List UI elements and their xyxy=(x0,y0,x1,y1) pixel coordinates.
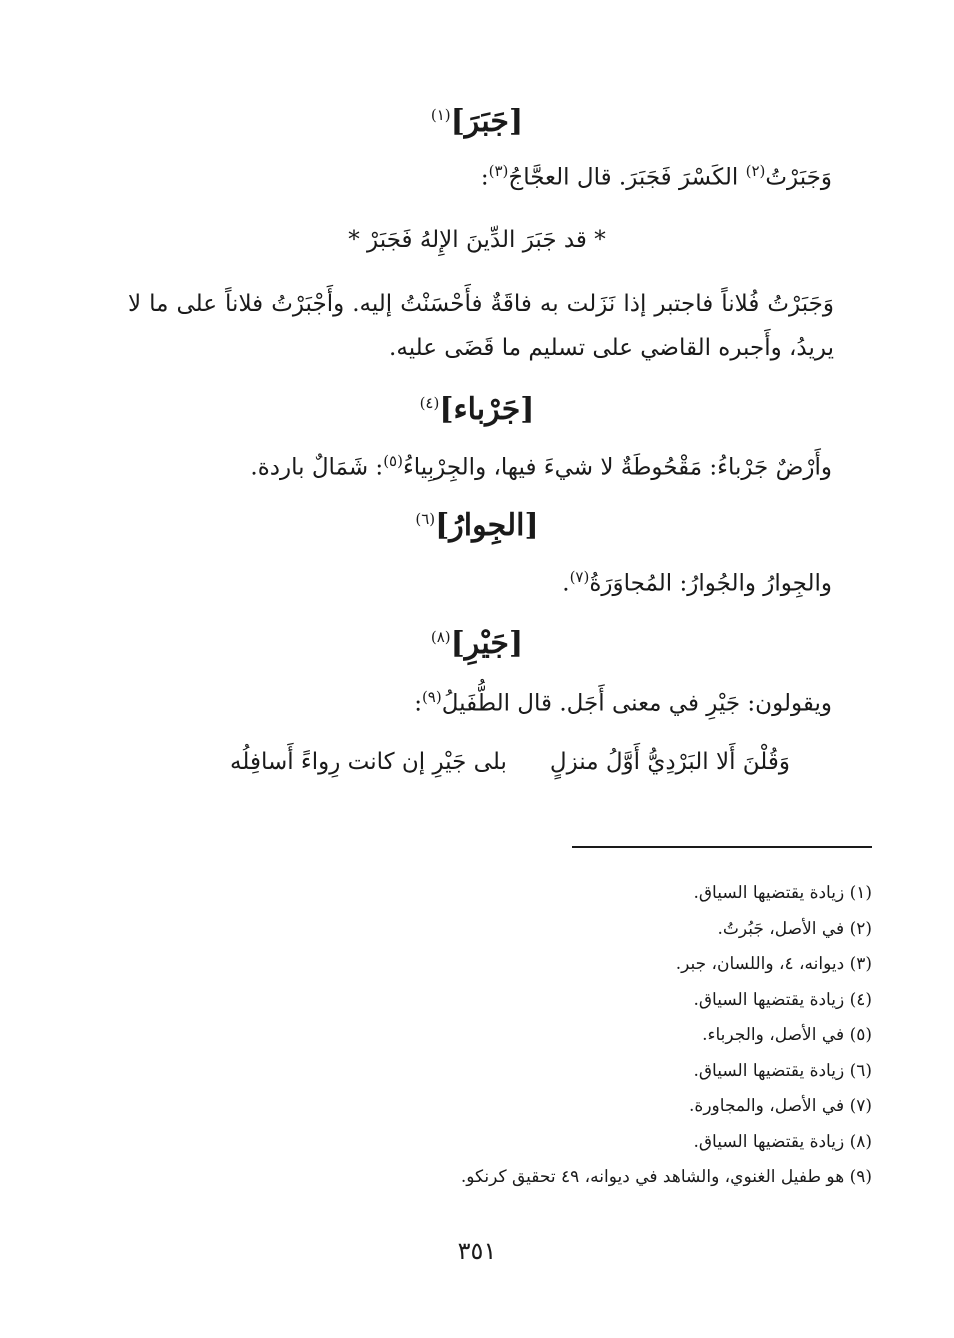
footnote-ref: (٣) xyxy=(488,162,509,180)
footnote-ref: (٨) xyxy=(430,628,451,646)
footnote-item: (٤) زيادة يقتضيها السياق. xyxy=(693,989,872,1010)
text-segment: . xyxy=(562,570,570,597)
heading-text: [جَرْباء] xyxy=(439,392,535,427)
page-number: ٣٥١ xyxy=(457,1237,497,1265)
text-segment: : xyxy=(480,164,489,191)
paragraph-text: وَجَبَرْتُ فُلاناً فاجتبر إذا نَزَلت به فاقَةٌ فأَحْسَنْتُ إليه. وأَجْبَرْتُ فلاناً على ما لا يريدُ، وأَجبره القاضي على تسليم ما قَضَى عليه. xyxy=(128,291,834,361)
footnote-ref: (٦) xyxy=(415,510,436,528)
text-segment: : xyxy=(414,690,422,717)
footnote-item: (٧) في الأصل، والمجاورة. xyxy=(689,1096,872,1116)
entry-line-jabr xyxy=(481,162,832,194)
footnote-item: (١) زيادة يقتضيها السياق. xyxy=(693,883,872,903)
heading-text: [جَيْرِ] xyxy=(450,626,524,661)
paragraph-jabr xyxy=(128,282,834,370)
entry-heading-jayr xyxy=(0,626,954,662)
entry-line-jarbaa xyxy=(250,452,832,484)
heading-text: [الجِوارُ] xyxy=(435,508,539,543)
verse-line-jabr xyxy=(0,226,954,256)
entry-heading-jabr xyxy=(0,104,954,140)
footnote-item: (٢) في الأصل، جَبُرتُ. xyxy=(717,918,872,939)
footnote-item: (٨) زيادة يقتضيها السياق. xyxy=(693,1131,872,1152)
footnote-ref: (٤) xyxy=(419,394,440,412)
text-segment: والجِوارُ والجُوارُ: المُجاوَرَةُ xyxy=(589,570,832,597)
entry-line-jayr xyxy=(414,688,832,720)
footnote-separator xyxy=(572,846,872,848)
footnote-item: (٥) في الأصل، والجرباء. xyxy=(702,1025,872,1045)
entry-line-jiwar xyxy=(562,568,832,600)
footnote-ref: (٥) xyxy=(383,452,403,470)
text-segment: ويقولون: جَيْرِ في معنى أَجَل. قال الطُّفَيلُ xyxy=(441,690,832,717)
text-segment: وأَرْضٌ جَرْباءُ: مَقْحُوطَةٌ لا شيءَ فيها، والجِرْبِياءُ xyxy=(402,454,832,481)
footnote-item: (٦) زيادة يقتضيها السياق. xyxy=(693,1060,872,1081)
footnote-item: (٣) ديوانه، ٤، واللسان، جبر. xyxy=(675,954,872,974)
entry-heading-jarbaa xyxy=(0,392,954,428)
verse-text: * قد جَبَرَ الدِّينَ الإِلهُ فَجَبَرْ * xyxy=(348,227,606,253)
footnote-item: (٩) هو طفيل الغنوي، والشاهد في ديوانه، ٤٩ تحقيق كرنكو. xyxy=(460,1167,872,1187)
text-segment: الكَسْرَ فَجَبَرَ. قال العجَّاجُ xyxy=(508,164,739,191)
footnote-ref: (١) xyxy=(430,106,451,124)
footnote-ref: (٧) xyxy=(569,568,590,586)
footnote-ref: (٢) xyxy=(745,162,766,180)
verse-hemistich-second: بلى جَيْرِ إن كانت رِواءً أَسافِلُه xyxy=(230,749,507,775)
heading-text: [جَبَرَ] xyxy=(450,104,524,139)
verse-hemistich-first: وَقُلْنَ أَلا البَرْدِيُّ أَوَّلُ منزلٍ xyxy=(549,749,790,775)
text-segment: وَجَبَرْتُ xyxy=(765,164,832,191)
footnotes xyxy=(352,876,872,1196)
entry-heading-jiwar xyxy=(0,508,954,544)
footnote-ref: (٩) xyxy=(421,688,442,706)
text-segment: : شَمَالٌ باردة. xyxy=(250,454,384,481)
verse-couplet-jayr xyxy=(230,748,790,778)
